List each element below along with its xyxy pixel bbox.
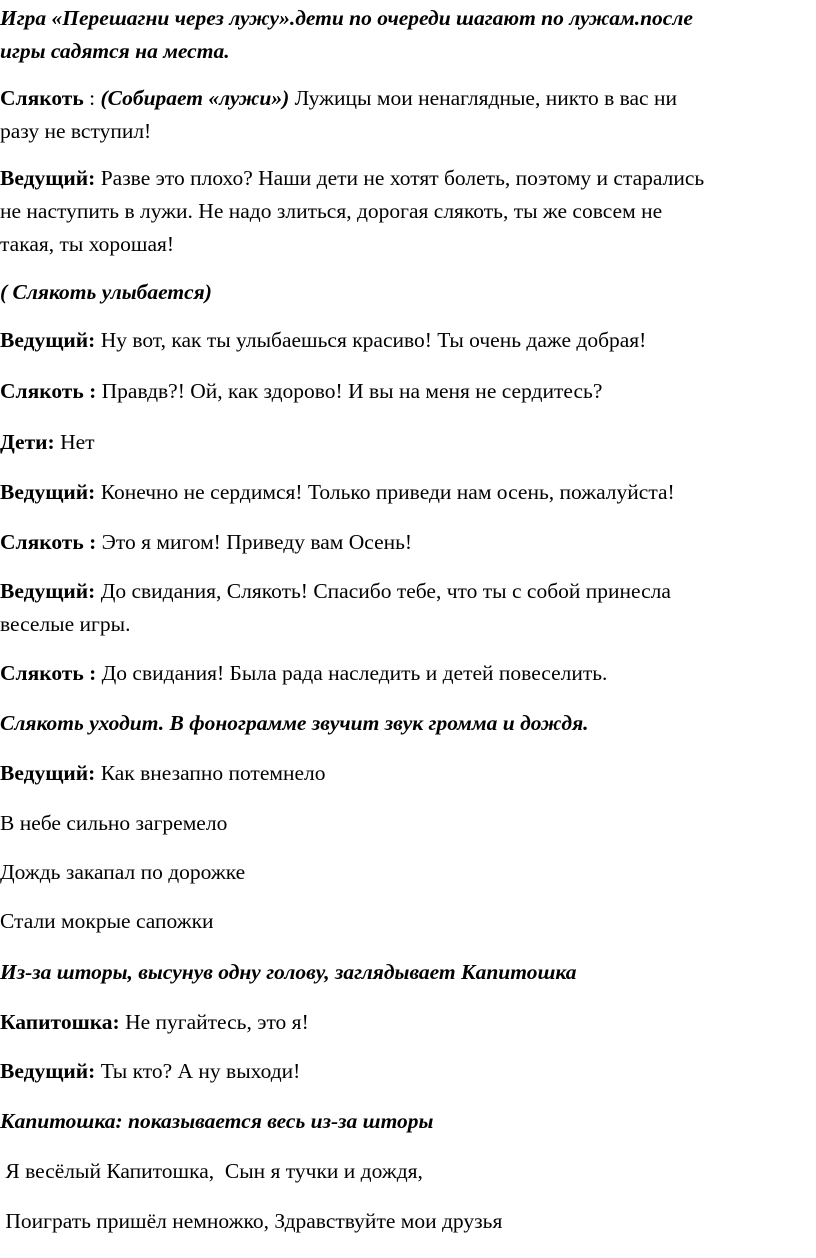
speaker-label: Ведущий: <box>0 579 96 603</box>
paragraph-host-1 <box>0 162 812 261</box>
stage-direction: Капитошка: показывается весь из-за шторы <box>0 1109 434 1133</box>
stage-direction: Из-за шторы, высунув одну голову, заглядывает Капитошка <box>0 960 577 984</box>
paragraph-stage-kapitoshka-appears <box>0 1105 812 1138</box>
speaker-label: Ведущий: <box>0 328 96 352</box>
speech-text: Ну вот, как ты улыбаешься красиво! Ты очень даже добрая! <box>95 328 647 352</box>
stage-direction: Слякоть уходит. В фонограмме звучит звук громма и дождя. <box>0 711 589 735</box>
paragraph-poem-line <box>0 905 812 938</box>
paragraph-slyakot-4 <box>0 657 812 690</box>
speech-text: Лужицы мои ненаглядные, никто в вас ни <box>289 86 677 110</box>
speaker-label: Слякоть : <box>0 379 97 403</box>
speech-text: Не пугайтесь, это я! <box>119 1010 309 1034</box>
paragraph-slyakot-2 <box>0 375 812 408</box>
poem-line: Стали мокрые сапожки <box>0 909 214 933</box>
paragraph-kapitoshka-1 <box>0 1006 812 1039</box>
speech-text: веселые игры. <box>0 612 131 636</box>
poem-line: Поиграть пришёл немножко, Здравствуйте мои друзья <box>0 1209 503 1233</box>
poem-line: Я весёлый Капитошка, Сын я тучки и дождя, <box>0 1159 423 1183</box>
stage-direction: ( Слякоть улыбается) <box>0 280 212 304</box>
speaker-label: Ведущий: <box>0 480 96 504</box>
game-instruction-line-2: игры садятся на места. <box>0 39 230 63</box>
paragraph-slyakot-3 <box>0 526 812 559</box>
speaker-label: Ведущий: <box>0 761 96 785</box>
speech-text: разу не вступил! <box>0 119 152 143</box>
speech-text: Нет <box>54 430 95 454</box>
paragraph-poem-line <box>0 807 812 840</box>
paragraph-children <box>0 426 812 459</box>
paragraph-poem-line <box>0 856 812 889</box>
paragraph-stage-kapitoshka-peeks <box>0 956 812 989</box>
speech-text: не наступить в лужи. Не надо злиться, дорогая слякоть, ты же совсем не <box>0 199 663 223</box>
speech-text: Это я мигом! Приведу вам Осень! <box>96 530 413 554</box>
game-instruction-line-1: Игра «Перешагни через лужу».дети по очереди шагают по лужам.после <box>0 6 693 30</box>
speech-text: До свидания, Слякоть! Спасибо тебе, что ты с собой принесла <box>95 579 671 603</box>
speech-text: До свидания! Была рада наследить и детей повеселить. <box>96 661 608 685</box>
speech-text: Конечно не сердимся! Только приведи нам осень, пожалуйста! <box>95 480 675 504</box>
paragraph-stage-smiles <box>0 276 812 309</box>
separator: : <box>83 86 101 110</box>
poem-line: В небе сильно загремело <box>0 811 228 835</box>
poem-line: Как внезапно потемнело <box>95 761 326 785</box>
speech-text: Правдв?! Ой, как здорово! И вы на меня не сердитесь? <box>96 379 603 403</box>
speech-text: Ты кто? А ну выходи! <box>95 1059 301 1083</box>
speaker-label: Ведущий: <box>0 1059 96 1083</box>
paragraph-kapitoshka-poem-1 <box>0 1155 812 1188</box>
speaker-label: Слякоть : <box>0 661 97 685</box>
paragraph-host-4 <box>0 575 812 641</box>
paragraph-stage-leaves <box>0 707 812 740</box>
paragraph-slyakot-1 <box>0 82 812 148</box>
speech-text: Разве это плохо? Наши дети не хотят болеть, поэтому и старались <box>95 166 705 190</box>
speaker-label: Дети: <box>0 430 55 454</box>
paragraph-host-3 <box>0 476 812 509</box>
paragraph-host-5 <box>0 757 812 790</box>
paragraph-host-6 <box>0 1055 812 1088</box>
stage-direction: (Собирает «лужи») <box>100 86 290 110</box>
speaker-label: Слякоть <box>0 86 84 110</box>
paragraph-game-instruction <box>0 2 812 68</box>
paragraph-kapitoshka-poem-2 <box>0 1205 812 1238</box>
speech-text: такая, ты хорошая! <box>0 232 175 256</box>
speaker-label: Капитошка: <box>0 1010 120 1034</box>
poem-line: Дождь закапал по дорожке <box>0 860 246 884</box>
paragraph-host-2 <box>0 324 812 357</box>
speaker-label: Слякоть : <box>0 530 97 554</box>
speaker-label: Ведущий: <box>0 166 96 190</box>
